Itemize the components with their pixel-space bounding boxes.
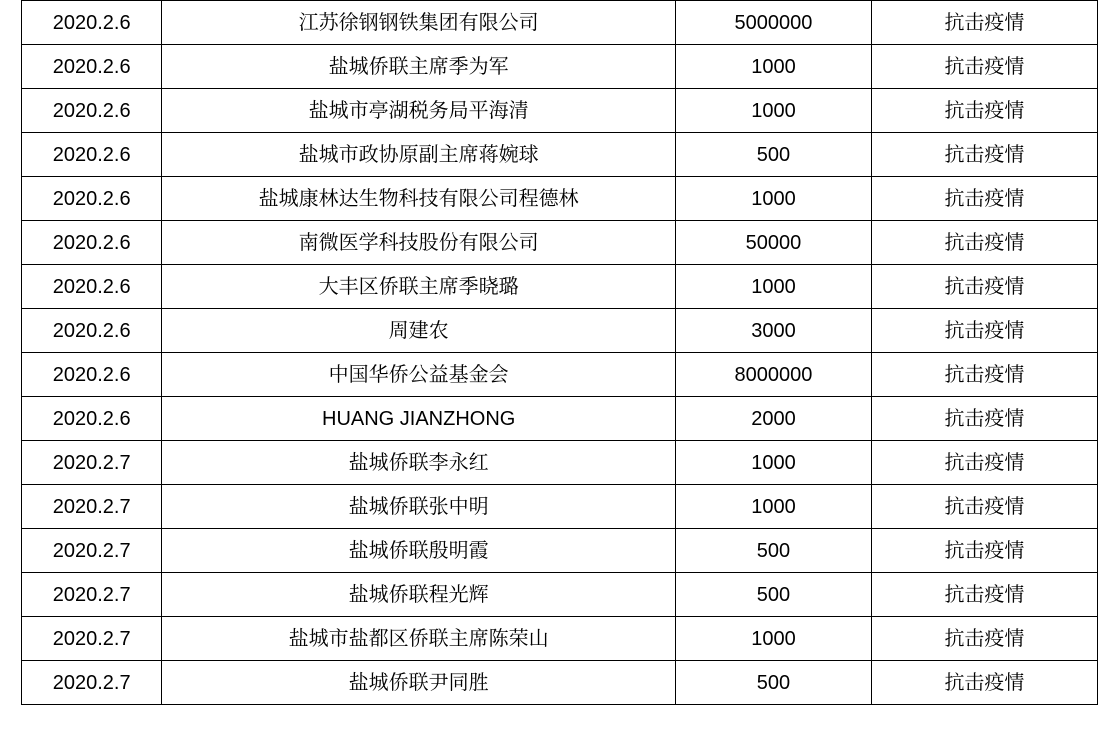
cell-purpose: 抗击疫情: [871, 441, 1097, 485]
cell-amount: 1000: [676, 441, 872, 485]
cell-purpose: 抗击疫情: [871, 485, 1097, 529]
cell-purpose: 抗击疫情: [871, 529, 1097, 573]
cell-amount: 500: [676, 661, 872, 705]
cell-donor: 盐城市盐都区侨联主席陈荣山: [162, 617, 676, 661]
cell-date: 2020.2.6: [22, 309, 162, 353]
cell-donor: 盐城侨联殷明霞: [162, 529, 676, 573]
cell-amount: 1000: [676, 45, 872, 89]
cell-purpose: 抗击疫情: [871, 265, 1097, 309]
cell-purpose: 抗击疫情: [871, 397, 1097, 441]
table-row: [22, 45, 1098, 89]
cell-date: 2020.2.6: [22, 45, 162, 89]
cell-purpose: 抗击疫情: [871, 45, 1097, 89]
table-row: [22, 397, 1098, 441]
cell-donor: 盐城市亭湖税务局平海清: [162, 89, 676, 133]
cell-purpose: 抗击疫情: [871, 353, 1097, 397]
cell-purpose: 抗击疫情: [871, 177, 1097, 221]
cell-donor: HUANG JIANZHONG: [162, 397, 676, 441]
cell-date: 2020.2.6: [22, 397, 162, 441]
cell-donor: 周建农: [162, 309, 676, 353]
table-row: [22, 617, 1098, 661]
table-row: [22, 265, 1098, 309]
cell-purpose: 抗击疫情: [871, 617, 1097, 661]
cell-date: 2020.2.6: [22, 265, 162, 309]
table-row: [22, 485, 1098, 529]
table-row: [22, 1, 1098, 45]
table-row: [22, 221, 1098, 265]
table-row: [22, 573, 1098, 617]
cell-donor: 盐城市政协原副主席蒋婉球: [162, 133, 676, 177]
cell-amount: 500: [676, 573, 872, 617]
cell-donor: 盐城侨联主席季为军: [162, 45, 676, 89]
cell-donor: 江苏徐钢钢铁集团有限公司: [162, 1, 676, 45]
table-row: [22, 661, 1098, 705]
cell-amount: 5000000: [676, 1, 872, 45]
table-row: [22, 353, 1098, 397]
cell-date: 2020.2.6: [22, 221, 162, 265]
cell-amount: 2000: [676, 397, 872, 441]
cell-donor: 盐城侨联程光辉: [162, 573, 676, 617]
cell-purpose: 抗击疫情: [871, 309, 1097, 353]
cell-date: 2020.2.6: [22, 1, 162, 45]
table-row: [22, 441, 1098, 485]
cell-date: 2020.2.6: [22, 177, 162, 221]
donation-table-body: [22, 1, 1098, 705]
cell-date: 2020.2.6: [22, 353, 162, 397]
table-row: [22, 309, 1098, 353]
cell-purpose: 抗击疫情: [871, 133, 1097, 177]
cell-donor: 盐城侨联尹同胜: [162, 661, 676, 705]
cell-amount: 1000: [676, 265, 872, 309]
cell-amount: 3000: [676, 309, 872, 353]
cell-purpose: 抗击疫情: [871, 221, 1097, 265]
cell-purpose: 抗击疫情: [871, 89, 1097, 133]
cell-date: 2020.2.7: [22, 617, 162, 661]
cell-date: 2020.2.7: [22, 441, 162, 485]
cell-amount: 500: [676, 133, 872, 177]
donation-table: [21, 0, 1098, 705]
cell-date: 2020.2.7: [22, 661, 162, 705]
cell-amount: 500: [676, 529, 872, 573]
table-row: [22, 529, 1098, 573]
cell-date: 2020.2.7: [22, 529, 162, 573]
cell-donor: 南微医学科技股份有限公司: [162, 221, 676, 265]
cell-date: 2020.2.7: [22, 573, 162, 617]
cell-purpose: 抗击疫情: [871, 1, 1097, 45]
cell-purpose: 抗击疫情: [871, 661, 1097, 705]
cell-amount: 1000: [676, 485, 872, 529]
cell-date: 2020.2.7: [22, 485, 162, 529]
cell-amount: 1000: [676, 177, 872, 221]
cell-date: 2020.2.6: [22, 89, 162, 133]
cell-purpose: 抗击疫情: [871, 573, 1097, 617]
cell-amount: 1000: [676, 617, 872, 661]
cell-date: 2020.2.6: [22, 133, 162, 177]
cell-donor: 中国华侨公益基金会: [162, 353, 676, 397]
cell-donor: 盐城侨联张中明: [162, 485, 676, 529]
cell-amount: 50000: [676, 221, 872, 265]
cell-donor: 大丰区侨联主席季晓璐: [162, 265, 676, 309]
cell-donor: 盐城侨联李永红: [162, 441, 676, 485]
cell-amount: 8000000: [676, 353, 872, 397]
table-row: [22, 89, 1098, 133]
table-row: [22, 177, 1098, 221]
table-row: [22, 133, 1098, 177]
cell-donor: 盐城康林达生物科技有限公司程德林: [162, 177, 676, 221]
cell-amount: 1000: [676, 89, 872, 133]
